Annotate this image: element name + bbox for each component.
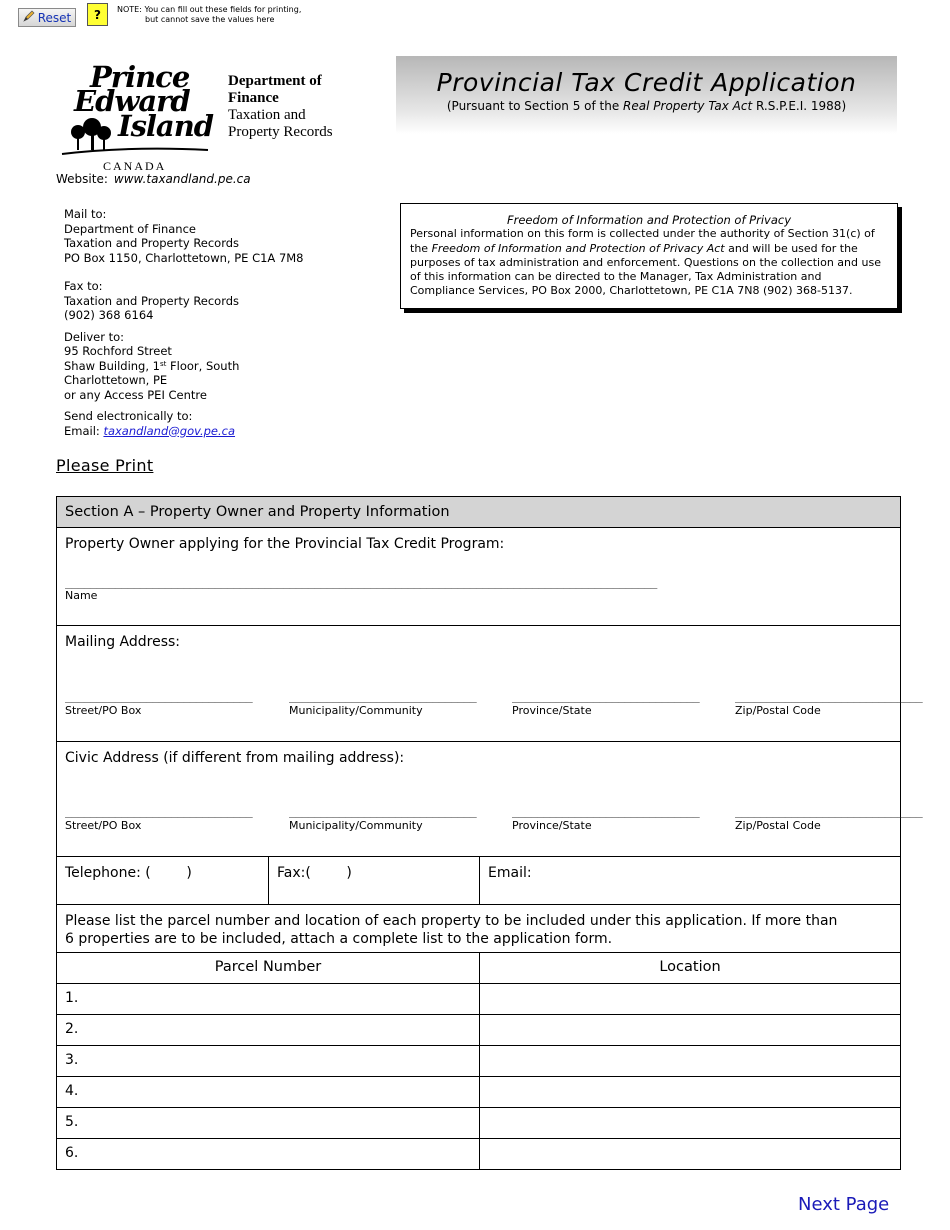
pencil-icon — [23, 10, 35, 25]
postal-sublabel: Zip/Postal Code — [735, 704, 821, 717]
province-sublabel: Province/State — [512, 819, 592, 832]
email-label: Email: — [488, 865, 532, 881]
fax-to-label: Fax to: — [64, 279, 103, 293]
mail-line: Department of Finance — [64, 221, 196, 236]
mail-line: PO Box 1150, Charlottetown, PE C1A 7M8 — [64, 250, 304, 265]
deliver-line — [64, 359, 364, 374]
table-row — [57, 1076, 900, 1107]
mailing-province-input[interactable]: ______________________________ — [512, 689, 699, 703]
note-line-1: NOTE: You can fill out these fields for printing, — [117, 5, 302, 14]
privacy-text — [410, 227, 888, 298]
name-input[interactable]: _______________________________________________________________________________________________ — [65, 575, 657, 589]
logo-line-1: Prince — [90, 60, 190, 94]
page-subtitle — [396, 99, 897, 113]
email-prefix: Email: — [64, 423, 104, 438]
print-note — [117, 5, 307, 25]
mailing-postal-input[interactable]: ______________________________ — [735, 689, 922, 703]
phone-row — [57, 856, 900, 904]
fax-number: (902) 368 6164 — [64, 308, 154, 322]
mailing-row — [57, 625, 922, 741]
section-a-header: Section A – Property Owner and Property Information — [57, 497, 900, 527]
subtitle-prefix: (Pursuant to Section 5 of the — [446, 99, 624, 113]
location-input[interactable] — [480, 1077, 900, 1107]
municipality-sublabel: Municipality/Community — [289, 704, 423, 717]
province-sublabel: Province/State — [512, 704, 592, 717]
please-print: Please Print — [56, 456, 154, 475]
email-line — [64, 424, 364, 439]
civic-street-input[interactable]: ______________________________ — [65, 804, 252, 818]
postal-sublabel: Zip/Postal Code — [735, 819, 821, 832]
parcel-input[interactable]: 1. — [57, 984, 480, 1014]
privacy-notice — [400, 203, 898, 309]
civic-province-input[interactable]: ______________________________ — [512, 804, 699, 818]
logo-line-3: Island — [118, 109, 214, 143]
dept-line-1: Department of — [228, 73, 322, 89]
division-line-2: Property Records — [228, 124, 333, 140]
deliver-line: or any Access PEI Centre — [64, 387, 207, 402]
deliver-building: Shaw Building, 1 — [64, 358, 160, 373]
mail-line: Taxation and Property Records — [64, 236, 240, 250]
division-line-1: Taxation and — [228, 107, 306, 123]
section-a-form — [56, 496, 922, 1170]
title-banner — [396, 56, 897, 134]
telephone-label: Telephone: ( ) — [65, 865, 192, 881]
mailing-street-input[interactable]: ______________________________ — [65, 689, 252, 703]
civic-row — [57, 741, 922, 856]
mailing-municipality-input[interactable]: ______________________________ — [289, 689, 476, 703]
deliver-line: 95 Rochford Street — [64, 344, 172, 358]
email-link[interactable]: taxandland@gov.pe.ca — [103, 423, 236, 438]
mailing-label: Mailing Address: — [65, 634, 181, 650]
privacy-act: Freedom of Information and Protection of Privacy Act — [431, 241, 725, 255]
deliver-floor-suffix: st — [159, 359, 167, 368]
contact-block — [64, 207, 364, 438]
privacy-title: Freedom of Information and Protection of Privacy — [506, 213, 791, 227]
location-input[interactable] — [480, 1046, 900, 1076]
electronic-label: Send electronically to: — [64, 409, 193, 423]
parcel-input[interactable]: 5. — [57, 1108, 480, 1138]
logo-country: CANADA — [103, 159, 167, 173]
parcel-input[interactable]: 3. — [57, 1046, 480, 1076]
telephone-field[interactable] — [57, 857, 269, 904]
parcel-number-header: Parcel Number — [57, 953, 480, 983]
location-input[interactable] — [480, 1015, 900, 1045]
note-line-2: but cannot save the values here — [145, 15, 275, 24]
location-input[interactable] — [480, 1108, 900, 1138]
pei-logo — [60, 60, 220, 172]
table-row — [57, 1045, 900, 1076]
civic-postal-input[interactable]: ______________________________ — [735, 804, 922, 818]
owner-label: Property Owner applying for the Provincial Tax Credit Program: — [65, 536, 505, 552]
table-row — [57, 1107, 900, 1138]
table-row — [57, 1138, 900, 1169]
website-url[interactable]: www.taxandland.pe.ca — [113, 172, 251, 186]
street-sublabel: Street/PO Box — [65, 704, 142, 717]
website-label: Website: — [56, 172, 108, 186]
mail-label: Mail to: — [64, 207, 107, 221]
table-row — [57, 1014, 900, 1045]
parcel-input[interactable]: 4. — [57, 1077, 480, 1107]
parcel-table-header — [57, 952, 900, 983]
fax-label: Fax:( ) — [277, 865, 352, 881]
fax-field[interactable] — [269, 857, 480, 904]
deliver-floor: Floor, South — [166, 358, 240, 373]
civic-municipality-input[interactable]: ______________________________ — [289, 804, 476, 818]
logo-swoosh — [60, 144, 210, 160]
civic-label: Civic Address (if different from mailing address): — [65, 750, 405, 766]
location-header: Location — [659, 959, 721, 975]
reset-label: Reset — [37, 10, 72, 25]
owner-row — [57, 527, 900, 625]
department-name — [228, 73, 333, 141]
reset-button[interactable] — [18, 8, 76, 27]
subtitle-act: Real Property Tax Act — [623, 99, 753, 113]
parcel-instructions: Please list the parcel number and location of each property to be included under this application. If more than 6 properties are to be included, attach a complete list to the application form. — [65, 913, 838, 947]
privacy-text-1: Personal information on this form is collected under the authority of Section 31(c) of the — [410, 227, 875, 255]
street-sublabel: Street/PO Box — [65, 819, 142, 832]
privacy-text-2: and will be used for the purposes of tax administration and enforcement. Questions on the collection and use of this information can be directed to the Manager, Tax Administration and Compliance Services, PO Box 2000, Charlottetown, PE C1A 7N8 (902) 368-5137. — [410, 241, 881, 298]
help-button[interactable]: ? — [87, 3, 108, 26]
dept-line-2: Finance — [228, 90, 279, 106]
name-sublabel: Name — [65, 589, 98, 602]
website — [56, 172, 251, 186]
location-input[interactable] — [480, 1139, 900, 1169]
deliver-label: Deliver to: — [64, 329, 125, 344]
parcel-instructions-row — [57, 904, 900, 952]
logo-line-2: Edward — [74, 84, 190, 118]
email-field[interactable] — [480, 857, 900, 904]
fax-line: Taxation and Property Records — [64, 293, 240, 308]
subtitle-suffix: R.S.P.E.I. 1988) — [752, 99, 847, 113]
municipality-sublabel: Municipality/Community — [289, 819, 423, 832]
parcel-input[interactable]: 2. — [57, 1015, 480, 1045]
table-row — [57, 983, 900, 1014]
next-page-link[interactable]: Next Page — [798, 1194, 890, 1215]
parcel-input[interactable]: 6. — [57, 1139, 480, 1169]
location-input[interactable] — [480, 984, 900, 1014]
page-title: Provincial Tax Credit Application — [436, 68, 857, 97]
deliver-line: Charlottetown, PE — [64, 373, 168, 387]
